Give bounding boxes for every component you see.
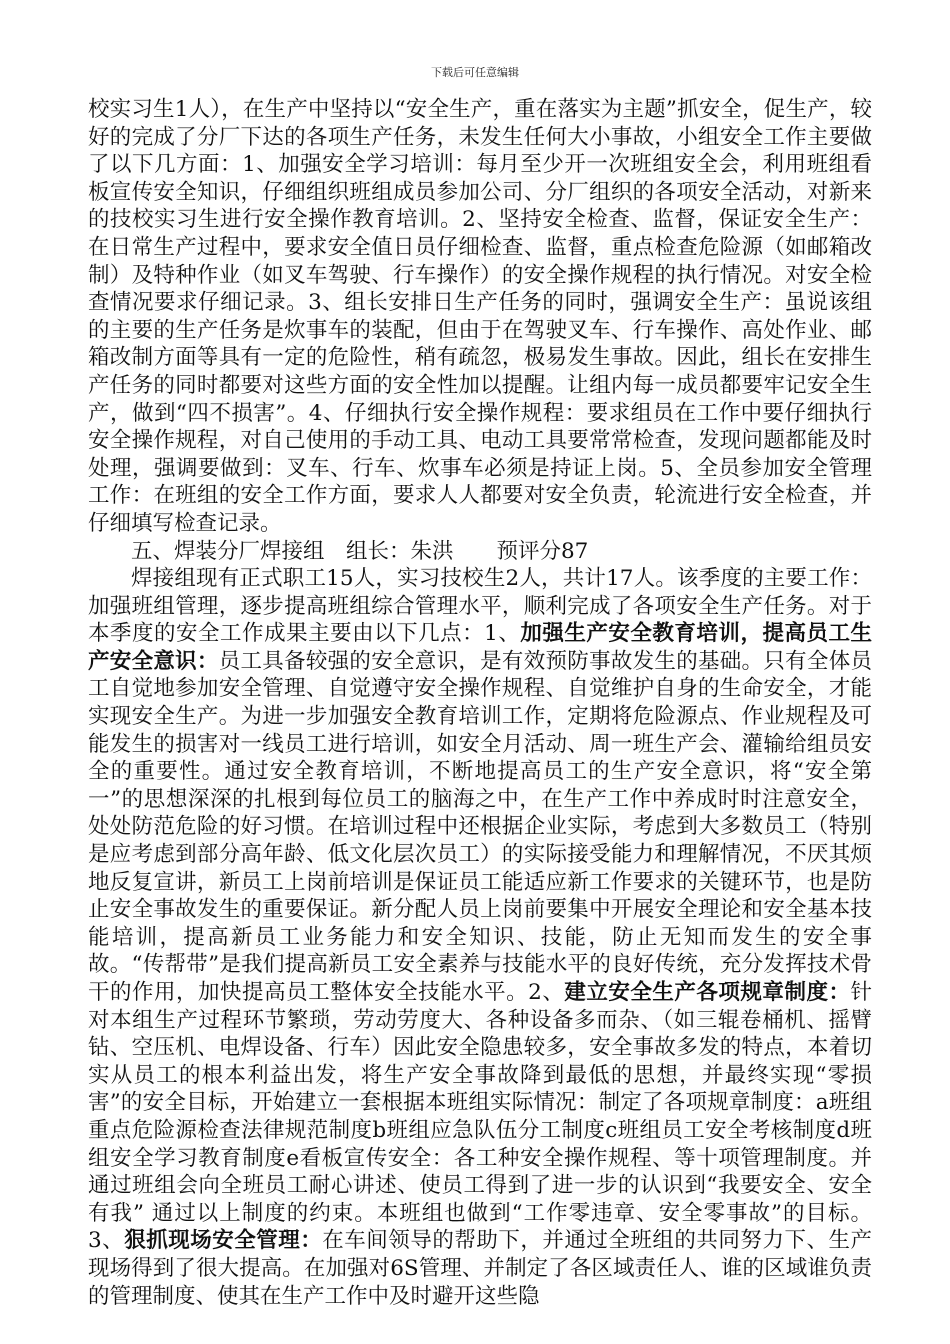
section-heading-welding-group: 五、焊装分厂焊接组 组长：朱洪 预评分87 [131,538,589,564]
paragraph-team-safety-summary: 校实习生1人），在生产中坚持以“安全生产，重在落实为主题”抓安全，促生产，较好的完成了分厂下达的各项生产任务，未发生任何大小事故，小组安全工作主要做了以下几方面：1、加强安全学习培训：每月至少开一次班组安全会，利用班组看板宣传安全知识，仔细组织班组成员参加公司、分厂组织的各项安全活动，对新来的技校实习生进行安全操作教育培训。2、坚持安全检查、监督，保证安全生产：在日常生产过程中，要求安全值日员仔细检查、监督，重点检查危险源（如邮箱改制）及特种作业（如叉车驾驶、行车操作）的安全操作规程的执行情况。对安全检查情况要求仔细记录。3、组长安排日生产任务的同时，强调安全生产：虽说该组的主要的生产任务是炊事车的装配，但由于在驾驶叉车、行车操作、高处作业、邮箱改制方面等具有一定的危险性，稍有疏忽，极易发生事故。因此，组长在安排生产任务的同时都要对这些方面的安全性加以提醒。让组内每一成员都要牢记安全生产，做到“四不损害”。4、仔细执行安全操作规程：要求组员在工作中要仔细执行安全操作规程，对自己使用的手动工具、电动工具要常常检查，发现问题都能及时处理，强调要做到：叉车、行车、炊事车必须是持证上岗。5、全员参加安全管理工作：在班组的安全工作方面，要求人人都要对安全负责，轮流进行安全检查，并仔细填写检查记录。 [88,97,872,536]
bold-point-3: 狠抓现场安全管理： [124,1228,323,1254]
text-run: 员工具备较强的安全意识，是有效预防事故发生的基础。只有全体员工自觉地参加安全管理、自觉遵守安全操作规程、自觉维护自身的生命安全，才能实现安全生产。为进一步加强安全教育培训工作，定期将危险源点、作业规程及可能发生的损害对一线员工进行培训，如安全月活动、周一班生产会、灌输给组员安全的重要性。通过安全教育培训，不断地提高员工的生产安全意识，将“安全第一”的思想深深的扎根到每位员工的脑海之中，在生产工作中养成时时注意安全，处处防范危险的好习惯。在培训过程中还根据企业实际，考虑到大多数员工（特别是应考虑到部分高年龄、低文化层次员工）的实际接受能力和理解情况，不厌其烦地反复宣讲，新员工上岗前培训是保证员工能适应新工作要求的关键环节，也是防止安全事故发生的重要保证。新分配人员上岗前要集中开展安全理论和安全基本技能培训，提高新员工业务能力和安全知识、技能，防止无知而发生的安全事故。“传帮带”是我们提高新员工安全素养与技能水平的良好传统，充分发挥技术骨干的作用，加快提高员工整体安全技能水平。2、 [88,648,872,1005]
text-run: 焊接组现有正式职工15人，实习技校生2人，共计17人。该季度的主要工作：加强班组管理，逐步提高班组综合管理水平，顺利完成了各项安全生产任务。对于本季度的安全工作成果主要由以下几点：1、 [88,566,872,647]
text-run: 针对本组生产过程环节繁琐，劳动劳度大、各种设备多而杂、（如三辊卷桶机、摇臂钻、空压机、电焊设备、行车）因此安全隐患较多，安全事故多发的特点，本着切实从员工的根本利益出发，将生产安全事故降到最低的思想，并最终实现“零损害”的安全目标，开始建立一套根据本班组实际情况：制定了各项规章制度：a班组重点危险源检查法律规范制度b班组应急队伍分工制度c班组员工安全考核制度d班组安全学习教育制度e看板宣传安全：各工种安全操作规程、等十项管理制度。并通过班组会向全班员工耐心讲述、使员工得到了进一步的认识到“我要安全、安全有我” 通过以上制度的约束。本班组也做到“工作零违章、安全零事故”的目标。3、 [88,980,872,1254]
page-header-note: 下载后可任意编辑 [431,66,519,79]
paragraph-welding-group [88,565,872,1310]
bold-point-2: 建立安全生产各项规章制度： [564,980,851,1005]
bold-point-1: 加强生产安全教育培训，提高员工生产安全意识： [88,621,872,674]
text-run: 在车间领导的帮助下，并通过全班组的共同努力下、生产现场得到了很大提高。在加强对6S管理、并制定了各区域责任人、谁的区域谁负责的管理制度、使其在生产工作中及时避开这些隐 [88,1228,872,1309]
document-body [88,96,872,1310]
